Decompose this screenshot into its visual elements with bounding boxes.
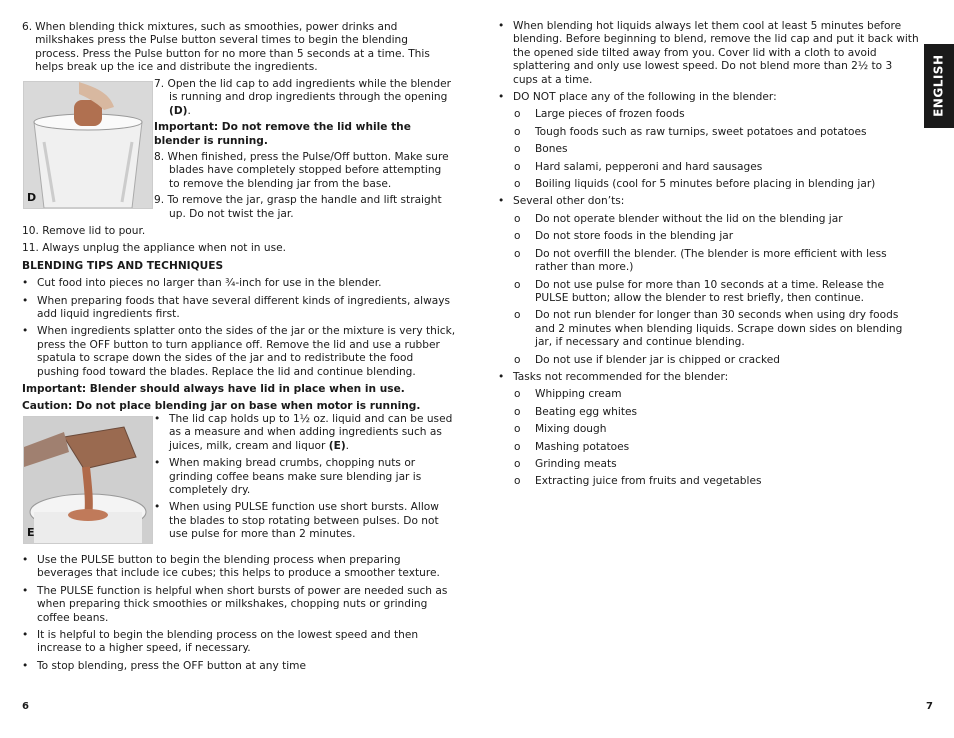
sub-bullet-glyph: o — [514, 278, 521, 291]
sub-bullet-glyph: o — [514, 230, 521, 243]
tasks-not-item: o Whipping cream — [498, 388, 920, 401]
tasks-not-item: o Extracting juice from fruits and vegetables — [498, 475, 920, 488]
do-not-place-item: o Boiling liquids (cool for 5 minutes before placing in blending jar) — [498, 178, 920, 191]
sub-bullet-glyph: o — [514, 178, 521, 191]
figure-e-bullet: • When making bread crumbs, chopping nuts or grinding coffee beans make sure blending jar is completely dry. — [154, 457, 422, 497]
sub-bullet-glyph: o — [514, 423, 521, 436]
other-donts-item: o Do not use if blender jar is chipped or cracked — [498, 354, 920, 367]
tasks-not-item: o Mashing potatoes — [498, 441, 920, 454]
figure-e-image — [23, 416, 153, 544]
sub-bullet-glyph: o — [514, 440, 521, 453]
bullet-glyph: • — [154, 457, 161, 470]
figure-e-label: E — [27, 525, 35, 539]
other-donts-item: o Do not use pulse for more than 10 seconds at a time. Release the PULSE button; allow the blender to rest briefly, then continue. — [498, 279, 920, 306]
bullet-glyph: • — [22, 584, 29, 597]
bullet-glyph: • — [22, 294, 29, 307]
step-7: 7. Open the lid cap to add ingredients while the blender is running and drop ingredients through the opening (D). — [154, 78, 451, 117]
bullet-glyph: • — [22, 277, 29, 290]
tip-item: • When ingredients splatter onto the sides of the jar or the mixture is very thick, press the OFF button to turn appliance off. Remove the lid and use a rubber spatula to scrape down the sides of the jar and to redistribute the food pushing food toward the blades. Replace the lid and continue blending. — [22, 325, 456, 378]
language-tab: ENGLISH — [924, 44, 954, 128]
figure-d-label: D — [27, 190, 37, 204]
step-6: 6. When blending thick mixtures, such as smoothies, power drinks and milkshakes press the Pulse button several times to begin the blending process. Press the Pulse button for no more than 5 seconds at a time. This helps break up the ice and distribute the ingredients. — [22, 21, 430, 74]
sub-bullet-glyph: o — [514, 457, 521, 470]
sub-bullet-glyph: o — [514, 160, 521, 173]
tasks-not-item: o Beating egg whites — [498, 406, 920, 419]
pulse-bullets — [22, 554, 458, 673]
pulse-bullet: • The PULSE function is helpful when short bursts of power are needed such as when preparing thick smoothies or milkshakes, chopping nuts or grinding coffee beans. — [22, 584, 448, 624]
tip-item: • When preparing foods that have several different kinds of ingredients, always add liquid ingredients first. — [22, 294, 451, 321]
steps-10-11 — [22, 225, 458, 414]
tip-item: • Cut food into pieces no larger than ¾-inch for use in the blender. — [22, 277, 382, 290]
pouring-photo — [24, 417, 152, 543]
do-not-place-item: o Bones — [498, 143, 920, 156]
step-10: 10. Remove lid to pour. — [22, 225, 146, 237]
right-content — [498, 20, 920, 489]
figure-d-text — [154, 78, 454, 221]
bullet-glyph: • — [22, 325, 29, 338]
figure-d-image — [23, 81, 153, 209]
tips-list — [22, 277, 458, 379]
do-not-place-item: o Hard salami, pepperoni and hard sausages — [498, 161, 920, 174]
sub-bullet-glyph: o — [514, 353, 521, 366]
tasks-not-bullet: • Tasks not recommended for the blender: — [498, 370, 729, 383]
pulse-bullet: • Use the PULSE button to begin the blending process when preparing beverages that include ice cubes; this helps to produce a smoother texture. — [22, 554, 440, 580]
sub-bullet-glyph: o — [514, 388, 521, 401]
do-not-place-bullet: • DO NOT place any of the following in the blender: — [498, 91, 777, 104]
tasks-not-item: o Grinding meats — [498, 458, 920, 471]
blender-lid-photo — [24, 82, 152, 208]
sub-bullet-glyph: o — [514, 247, 521, 260]
step-9: 9. To remove the jar, grasp the handle and lift straight up. Do not twist the jar. — [154, 194, 442, 220]
important-note: Important: Blender should always have lid in place when in use. — [22, 383, 405, 396]
pulse-bullet: • To stop blending, press the OFF button at any time — [22, 659, 307, 672]
figure-e-bullet: • When using PULSE function use short bursts. Allow the blades to stop rotating between pulses. Do not use pulse for more than 2 minutes. — [154, 501, 439, 541]
hot-liquids-bullet: • When blending hot liquids always let them cool at least 5 minutes before blending. Before beginning to blend, remove the lid cap and put it back with the opened side tilted away from you. Cover lid with a cloth to avoid splattering and only use lowest speed. Do not blend more than 2½ to 3 cups at a time. — [498, 20, 919, 86]
other-donts-item: o Do not run blender for longer than 30 seconds when using dry foods and 2 minutes when blending liquids. Scrape down sides on blending jar, if necessary and continue blending. — [498, 309, 920, 349]
page-number-right: 7 — [926, 701, 933, 712]
other-donts-bullet: • Several other don’ts: — [498, 195, 625, 208]
do-not-place-item: o Large pieces of frozen foods — [498, 108, 920, 121]
section-heading: BLENDING TIPS AND TECHNIQUES — [22, 259, 224, 272]
sub-bullet-glyph: o — [514, 405, 521, 418]
bullet-glyph: • — [498, 20, 505, 32]
sub-bullet-glyph: o — [514, 475, 521, 488]
sub-bullet-glyph: o — [514, 309, 521, 322]
other-donts-item: o Do not overfill the blender. (The blender is more efficient with less rather than more.) — [498, 248, 920, 275]
step-8: 8. When finished, press the Pulse/Off button. Make sure blades have completely stopped before attempting to remove the blending jar from the base. — [154, 151, 449, 190]
page-number-left: 6 — [22, 701, 29, 712]
sub-bullet-glyph: o — [514, 125, 521, 138]
bullet-glyph: • — [22, 554, 29, 566]
other-donts-item: o Do not operate blender without the lid on the blending jar — [498, 213, 920, 226]
figure-e-bullets — [154, 413, 456, 542]
pulse-bullet: • It is helpful to begin the blending process on the lowest speed and then increase to a higher speed, if necessary. — [22, 629, 419, 655]
bullet-glyph: • — [154, 501, 161, 514]
sub-bullet-glyph: o — [514, 212, 521, 225]
do-not-place-item: o Tough foods such as raw turnips, sweet potatoes and potatoes — [498, 126, 920, 139]
bullet-glyph: • — [498, 91, 505, 104]
caution-note: Caution: Do not place blending jar on base when motor is running. — [22, 400, 421, 413]
sub-bullet-glyph: o — [514, 108, 521, 121]
bullet-glyph: • — [22, 629, 29, 642]
sub-bullet-glyph: o — [514, 143, 521, 156]
important-lid-note: Important: Do not remove the lid while the blender is running. — [154, 121, 411, 147]
tasks-not-item: o Mixing dough — [498, 423, 920, 436]
bullet-glyph: • — [154, 413, 161, 425]
step-11: 11. Always unplug the appliance when not in use. — [22, 242, 286, 255]
bullet-glyph: • — [22, 659, 29, 672]
bullet-glyph: • — [498, 370, 505, 383]
figure-e-bullet: • The lid cap holds up to 1½ oz. liquid and can be used as a measure and when adding ingredients such as juices, milk, cream and liquor (E). — [154, 413, 453, 452]
bullet-glyph: • — [498, 195, 505, 208]
other-donts-item: o Do not store foods in the blending jar — [498, 230, 920, 243]
